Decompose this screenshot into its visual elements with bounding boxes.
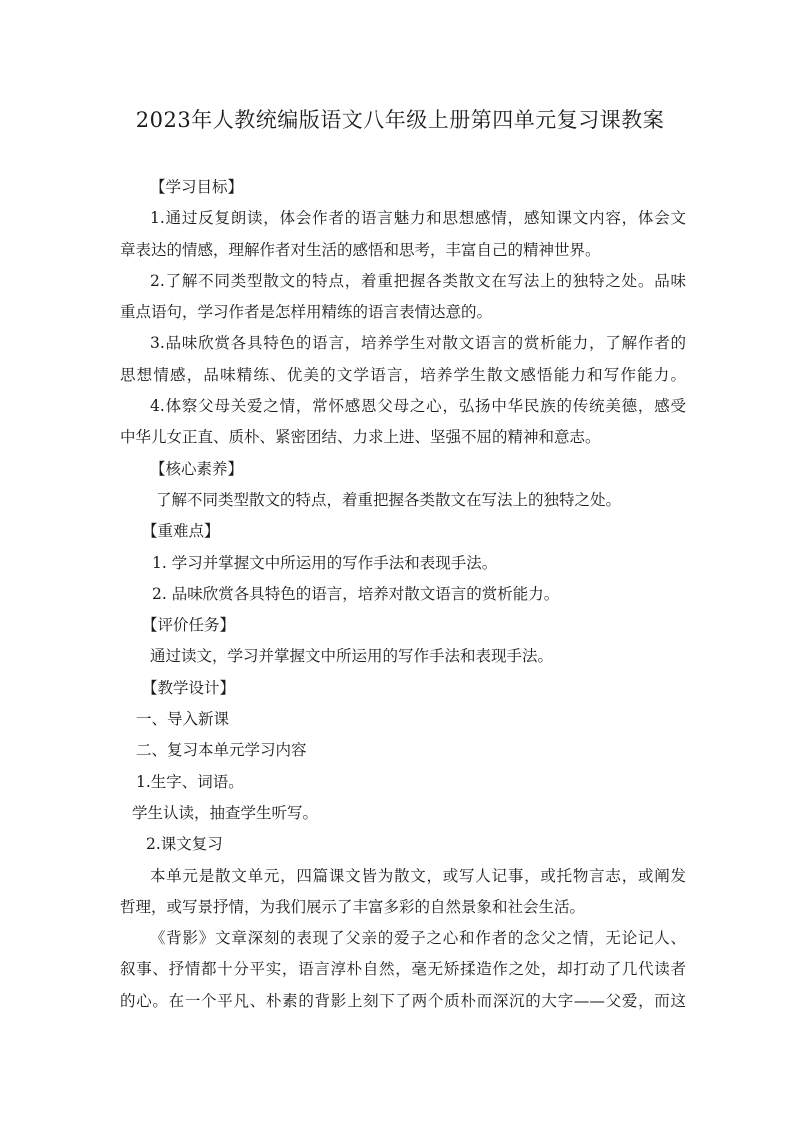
paragraph-line: 3.品味欣赏各具特色的语言，培养学生对散文语言的赏析能力，了解作者的 xyxy=(150,334,686,353)
paragraph-line: 本单元是散文单元，四篇课文皆为散文，或写人记事，或托物言志，或阐发 xyxy=(150,866,686,885)
list-item: 1. 学习并掌握文中所运用的写作手法和表现手法。 xyxy=(152,553,498,572)
paragraph-line: 的心。在一个平凡、朴素的背影上刻下了两个质朴而深沉的大字——父爱，而这 xyxy=(120,991,686,1010)
paragraph-line: 《背影》文章深刻的表现了父亲的爱子之心和作者的念父之情，无论记人、 xyxy=(150,929,686,948)
subsection-heading: 1.生字、词语。 xyxy=(136,772,244,791)
heading-core-literacy: 【核心素养】 xyxy=(150,459,244,478)
paragraph-line: 4.体察父母关爱之情，常怀感恩父母之心，弘扬中华民族的传统美德，感受 xyxy=(150,397,686,416)
paragraph-line: 通过读文，学习并掌握文中所运用的写作手法和表现手法。 xyxy=(150,647,554,666)
paragraph-line: 2.了解不同类型散文的特点，着重把握各类散文在写法上的独特之处。品味 xyxy=(150,271,686,290)
subsection-heading: 2.课文复习 xyxy=(146,835,223,854)
paragraph-line: 学生认读，抽查学生听写。 xyxy=(132,803,319,822)
paragraph-line: 重点语句，学习作者是怎样用精练的语言表情达意的。 xyxy=(120,303,493,322)
heading-key-points: 【重难点】 xyxy=(142,522,220,541)
paragraph-line: 1.通过反复朗读，体会作者的语言魅力和思想感情，感知课文内容，体会文 xyxy=(150,209,686,228)
paragraph-line: 思想情感，品味精练、优美的文学语言，培养学生散文感悟能力和写作能力。 xyxy=(120,365,686,384)
paragraph-line: 了解不同类型散文的特点，着重把握各类散文在写法上的独特之处。 xyxy=(156,490,622,509)
paragraph-line: 哲理，或写景抒情，为我们展示了丰富多彩的自然景象和社会生活。 xyxy=(120,897,586,916)
document-title: 2023年人教统编版语文八年级上册第四单元复习课教案 xyxy=(135,108,665,132)
paragraph-line: 叙事、抒情都十分平实，语言淳朴自然，毫无矫揉造作之处，却打动了几代读者 xyxy=(120,960,686,979)
heading-learning-goals: 【学习目标】 xyxy=(150,178,244,196)
heading-evaluation-task: 【评价任务】 xyxy=(142,616,236,635)
list-item: 2. 品味欣赏各具特色的语言，培养对散文语言的赏析能力。 xyxy=(152,584,560,603)
heading-teaching-design: 【教学设计】 xyxy=(142,678,236,697)
section-heading: 二、复习本单元学习内容 xyxy=(136,741,307,760)
paragraph-line: 章表达的情感，理解作者对生活的感悟和思考，丰富自己的精神世界。 xyxy=(120,240,601,259)
document-body xyxy=(120,172,686,1017)
paragraph-line: 中华儿女正直、质朴、紧密团结、力求上进、坚强不屈的精神和意志。 xyxy=(120,428,601,447)
section-heading: 一、导入新课 xyxy=(136,710,230,729)
